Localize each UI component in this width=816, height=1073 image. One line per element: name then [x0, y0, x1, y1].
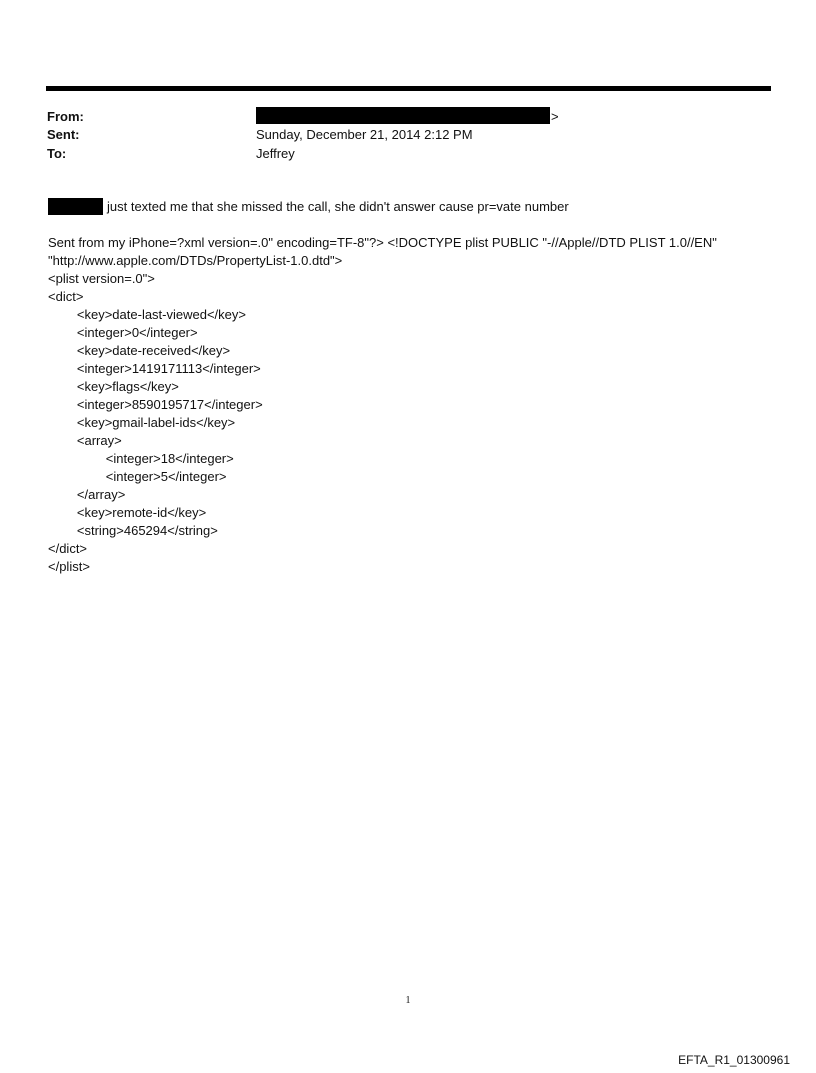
body-line: <key>remote-id</key>: [48, 505, 207, 520]
body-line: <key>date-received</key>: [48, 343, 231, 358]
sent-label: Sent:: [47, 127, 80, 142]
sent-value: Sunday, December 21, 2014 2:12 PM: [256, 127, 473, 142]
body-line: <integer>18</integer>: [48, 451, 234, 466]
body-line: <integer>1419171113</integer>: [48, 361, 261, 376]
body-line: <string>465294</string>: [48, 523, 218, 538]
body-line: <plist version=.0">: [48, 271, 155, 286]
body-line: <integer>0</integer>: [48, 325, 198, 340]
body-line: "http://www.apple.com/DTDs/PropertyList-1.0.dtd">: [48, 253, 343, 268]
body-line: </plist>: [48, 559, 90, 574]
body-line: <array>: [48, 433, 122, 448]
from-redaction: [256, 107, 550, 124]
body-line: <key>gmail-label-ids</key>: [48, 415, 236, 430]
body-line: </dict>: [48, 541, 88, 556]
page-number: 1: [405, 995, 411, 1006]
body-line: Sent from my iPhone=?xml version=.0" encoding=TF-8"?> <!DOCTYPE plist PUBLIC "-//Apple//DTD PLIST 1.0//EN": [48, 235, 717, 250]
from-tail: >: [551, 109, 559, 124]
body-line: <key>date-last-viewed</key>: [48, 307, 246, 322]
header-rule: [46, 86, 771, 91]
body-line: <integer>8590195717</integer>: [48, 397, 263, 412]
body-line: </array>: [48, 487, 126, 502]
bates-number: EFTA_R1_01300961: [678, 1053, 790, 1067]
from-label: From:: [47, 109, 84, 124]
to-label: To:: [47, 146, 67, 161]
body-line: <key>flags</key>: [48, 379, 179, 394]
to-value: Jeffrey: [256, 146, 295, 161]
message-first-line: just texted me that she missed the call, she didn't answer cause pr=vate number: [107, 199, 569, 214]
body-line: <dict>: [48, 289, 84, 304]
name-redaction: [48, 198, 103, 215]
body-line: <integer>5</integer>: [48, 469, 227, 484]
